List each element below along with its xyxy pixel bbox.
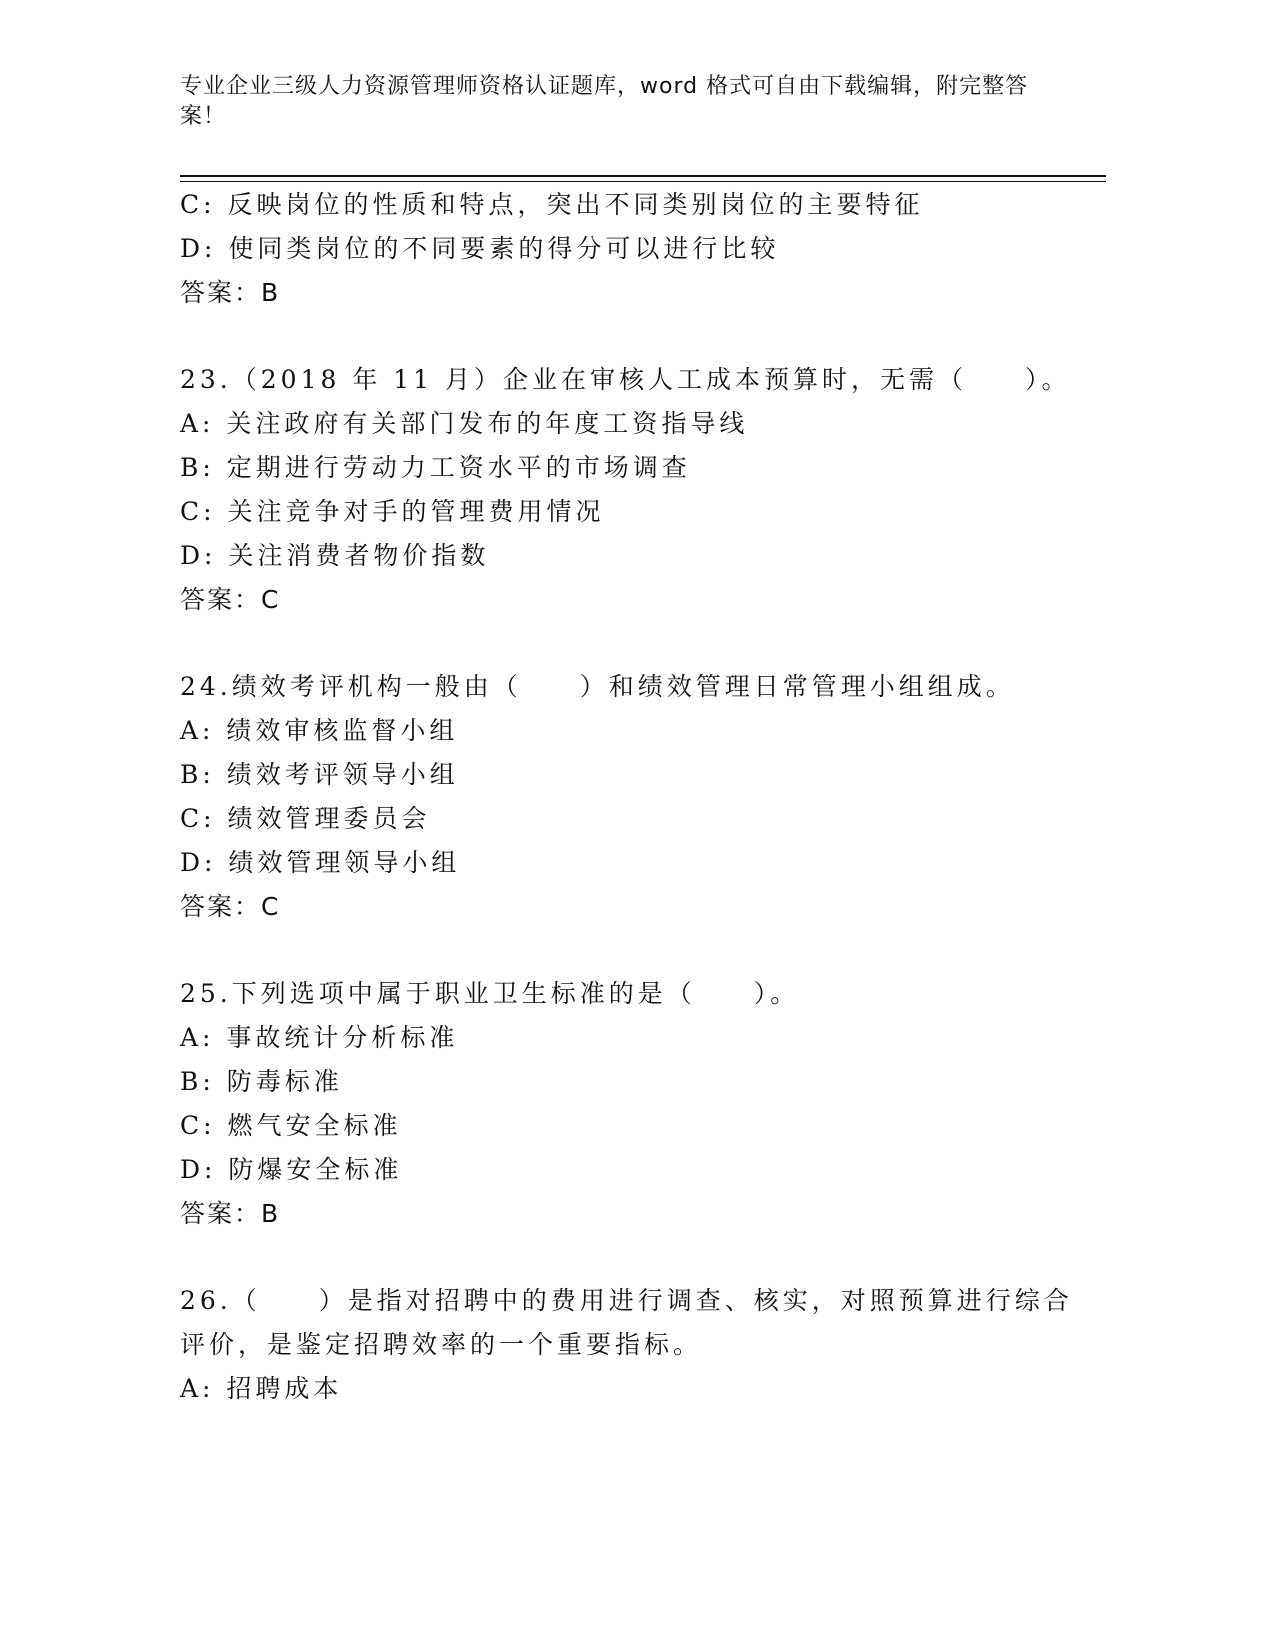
spacer [180,315,1060,358]
question-24 [180,665,1060,929]
question-stem: 23.（2018 年 11 月）企业在审核人工成本预算时，无需（ ）。 [180,365,1071,394]
answer: 答案：C [180,892,281,921]
option-c: C: 关注竞争对手的管理费用情况 [180,497,605,526]
answer: 答案：B [180,1199,281,1228]
question-stem: 25.下列选项中属于职业卫生标准的是（ ）。 [180,979,800,1008]
carryover-option-d: D: 使同类岗位的不同要素的得分可以进行比较 [180,234,780,263]
carryover-answer: 答案：B [180,278,281,307]
question-stem-line-2: 评价，是鉴定招聘效率的一个重要指标。 [180,1330,703,1359]
option-a: A: 关注政府有关部门发布的年度工资指导线 [180,409,749,438]
question-23 [180,358,1071,622]
option-a: A: 绩效审核监督小组 [180,716,459,745]
page-header: 专业企业三级人力资源管理师资格认证题库，word 格式可自由下载编辑，附完整答案！ [180,74,1029,129]
answer: 答案：C [180,585,281,614]
option-d: D: 绩效管理领导小组 [180,848,461,877]
question-stem: 24.绩效考评机构一般由（ ）和绩效管理日常管理小组组成。 [180,672,1015,701]
option-d: D: 防爆安全标准 [180,1155,403,1184]
carryover-option-c: C: 反映岗位的性质和特点，突出不同类别岗位的主要特征 [180,190,924,219]
option-c: C: 燃气安全标准 [180,1111,402,1140]
question-25 [180,972,1060,1236]
option-a: A: 事故统计分析标准 [180,1023,459,1052]
question-stem-line-1: 26.（ ）是指对招聘中的费用进行调查、核实，对照预算进行综合 [180,1286,1073,1315]
option-c: C: 绩效管理委员会 [180,804,431,833]
option-b: B: 防毒标准 [180,1067,343,1096]
question-content [180,183,1073,1411]
spacer [180,622,1060,665]
option-a: A: 招聘成本 [180,1374,343,1403]
option-d: D: 关注消费者物价指数 [180,541,490,570]
option-b: B: 定期进行劳动力工资水平的市场调查 [180,453,691,482]
spacer [180,1236,1060,1279]
option-b: B: 绩效考评领导小组 [180,760,459,789]
header-rule-thin [180,181,1106,182]
header-rule-thick [180,175,1106,177]
spacer [180,929,1060,972]
question-26 [180,1279,1073,1411]
